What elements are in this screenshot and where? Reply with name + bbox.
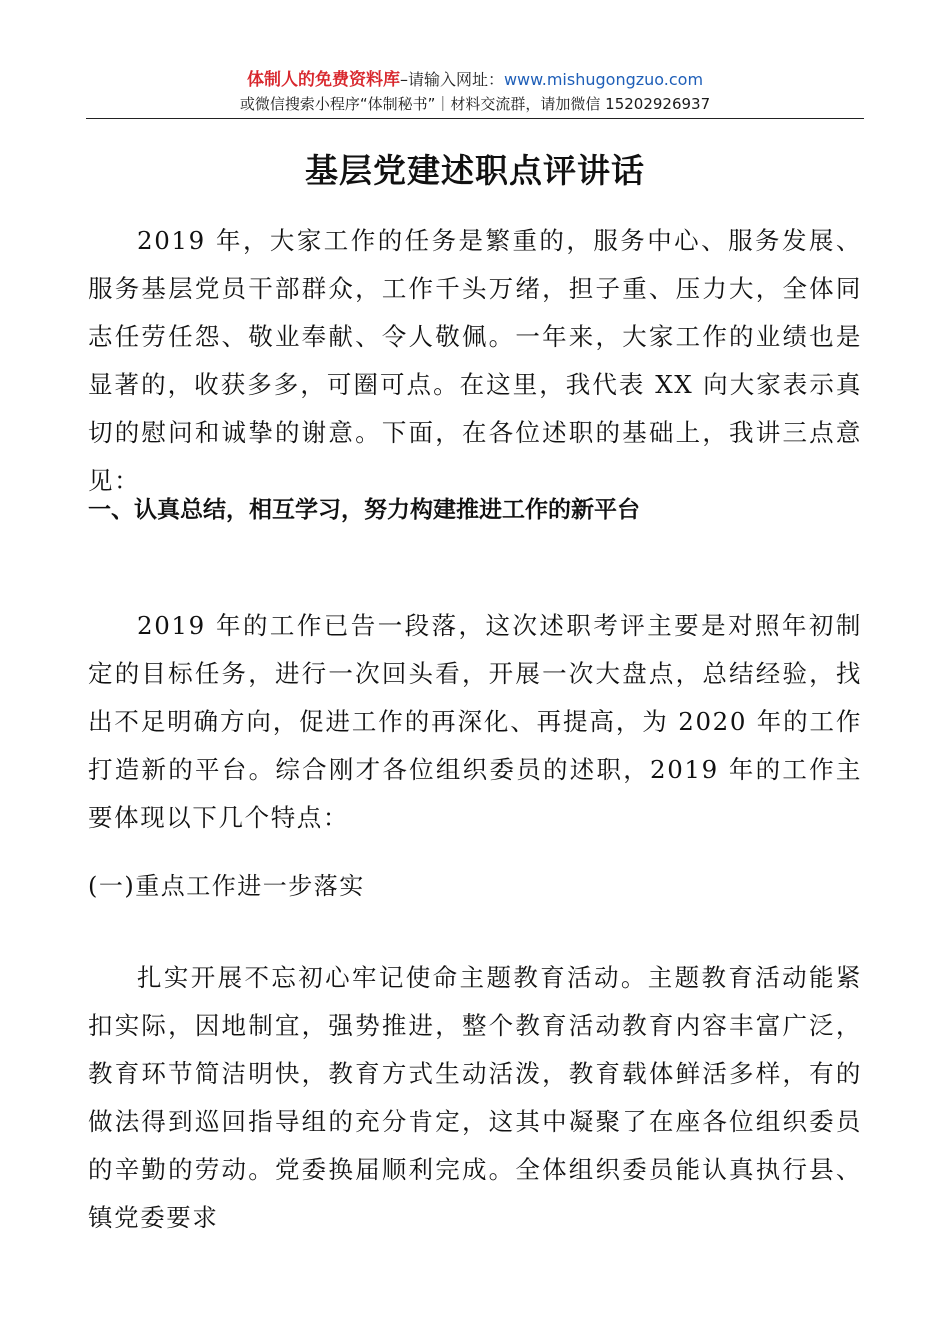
website-link[interactable]: www.mishugongzuo.com bbox=[503, 70, 704, 89]
subsection-heading-1: (一)重点工作进一步落实 bbox=[88, 872, 365, 900]
paragraph-2: 2019 年的工作已告一段落，这次述职考评主要是对照年初制定的目标任务，进行一次回头看，开展一次大盘点，总结经验，找出不足明确方向，促进工作的再深化、再提高，为 2020 年的工作打造新的平台。综合刚才各位组织委员的述职，2019 年的工作主要体现以下几个特点： bbox=[88, 611, 862, 832]
header-divider bbox=[86, 118, 864, 119]
document-title: 基层党建述职点评讲话 bbox=[305, 151, 645, 190]
paragraph-3: 扎实开展不忘初心牢记使命主题教育活动。主题教育活动能紧扣实际，因地制宜，强势推进，整个教育活动教育内容丰富广泛，教育环节简洁明快，教育方式生动活泼，教育载体鲜活多样，有的做法得到巡回指导组的充分肯定，这其中凝聚了在座各位组织委员的辛勤的劳动。党委换届顺利完成。全体组织委员能认真执行县、镇党委要求 bbox=[88, 963, 862, 1232]
header-line-2: 或微信搜索小程序“体制秘书”｜材料交流群，请加微信 15202926937 bbox=[239, 95, 711, 113]
paragraph-1: 2019 年，大家工作的任务是繁重的，服务中心、服务发展、服务基层党员干部群众，工作千头万绪，担子重、压力大，全体同志任劳任怨、敬业奉献、令人敬佩。一年来，大家工作的业绩也是显著的，收获多多，可圈可点。在这里，我代表 XX 向大家表示真切的慰问和诚挚的谢意。下面，在各位述职的基础上，我讲三点意见： bbox=[88, 226, 862, 495]
page-header bbox=[86, 68, 864, 116]
brand-text: 体制人的免费资料库 bbox=[246, 70, 400, 90]
section-heading-1: 一、认真总结，相互学习，努力构建推进工作的新平台 bbox=[88, 497, 640, 523]
header-line-1 bbox=[86, 68, 864, 92]
header-prompt: –请输入网址： bbox=[399, 70, 504, 89]
